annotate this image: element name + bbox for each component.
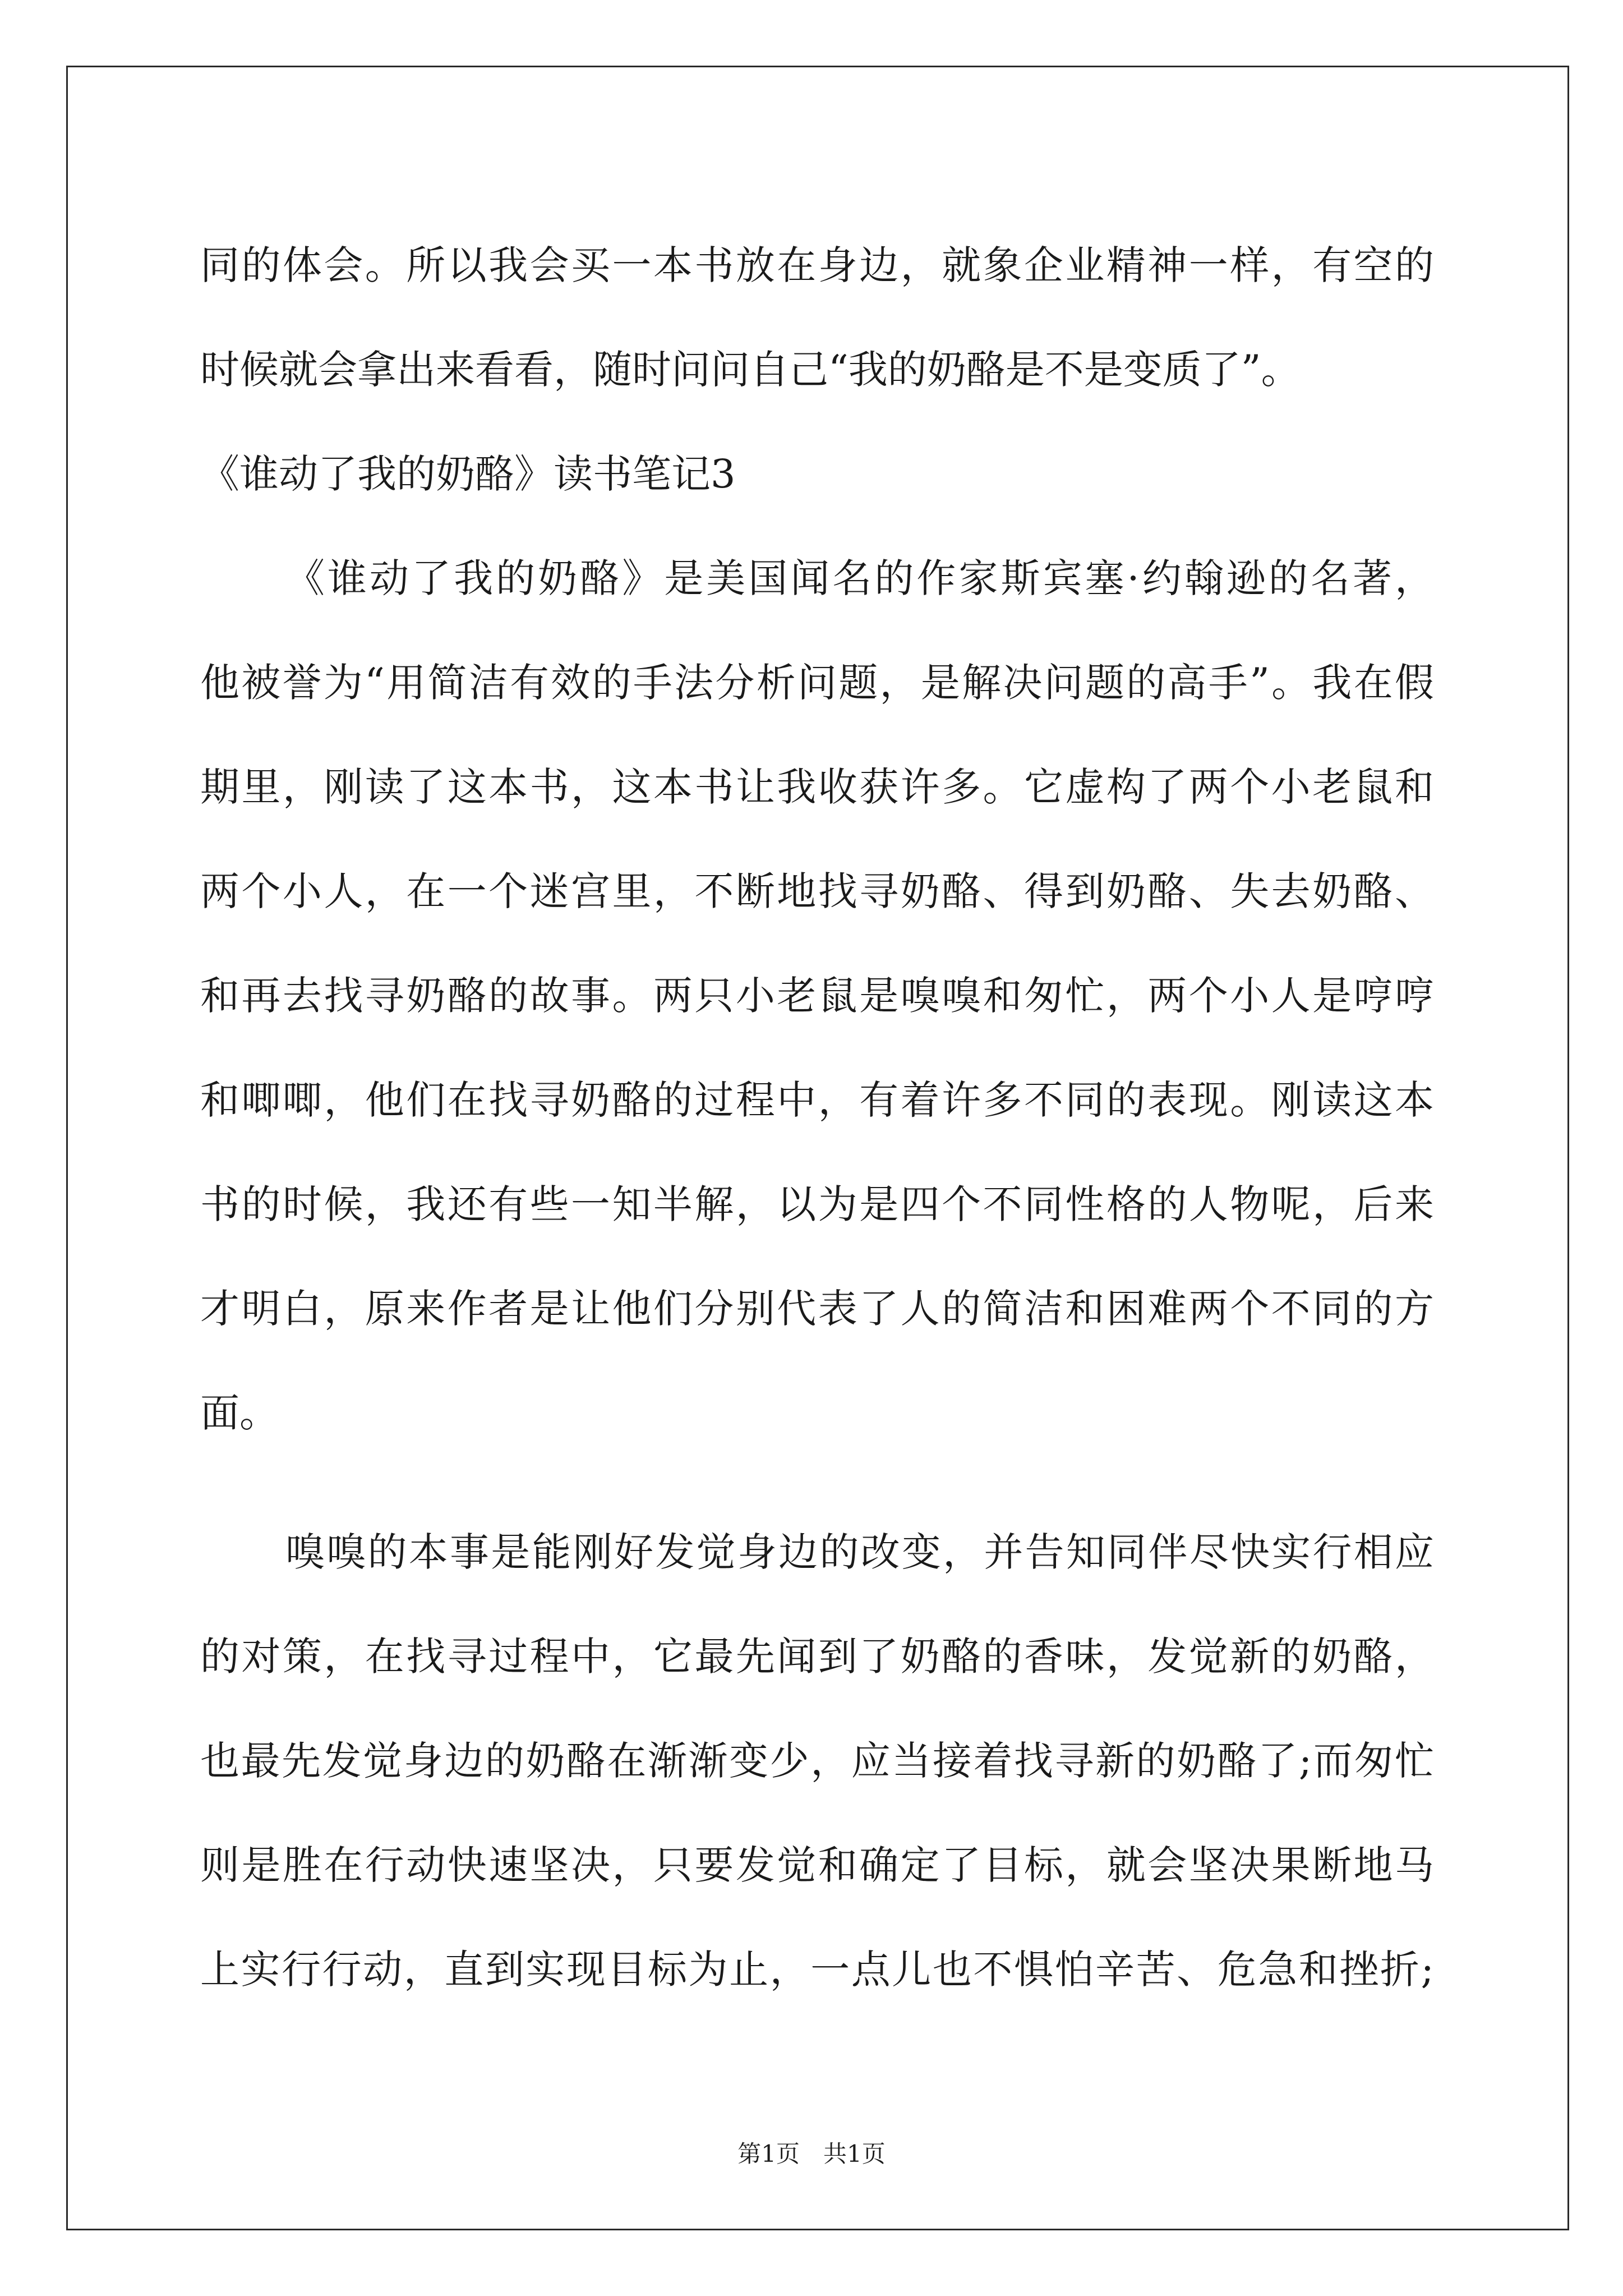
paragraph-line: 和再去找寻奶酪的故事。两只小老鼠是嗅嗅和匆忙，两个小人是哼哼: [200, 973, 1434, 1019]
paragraph-line: 才明白，原来作者是让他们分别代表了人的简洁和困难两个不同的方: [200, 1286, 1434, 1332]
paragraph-line: 面。: [200, 1390, 279, 1436]
paragraph-line: 两个小人，在一个迷宫里，不断地找寻奶酪、得到奶酪、失去奶酪、: [200, 868, 1434, 914]
paragraph-line: 书的时候，我还有些一知半解，以为是四个不同性格的人物呢，后来: [200, 1181, 1434, 1227]
paragraph-line: 嗅嗅的本事是能刚好发觉身边的改变，并告知同伴尽快实行相应: [285, 1529, 1434, 1575]
page-footer: 第1页 共1页: [737, 2140, 886, 2168]
paragraph-gap: [200, 1465, 1434, 1500]
document-body: [200, 213, 1434, 2022]
section-heading: 《谁动了我的奶酪》读书笔记3: [200, 451, 736, 497]
paragraph-line: 他被誉为“用简洁有效的手法分析问题，是解决问题的高手”。我在假: [200, 660, 1434, 706]
paragraph-line: 时候就会拿出来看看，随时问问自己“我的奶酪是不是变质了”。: [200, 347, 1301, 393]
paragraph-line: 《谁动了我的奶酪》是美国闻名的作家斯宾塞·约翰逊的名著，: [285, 555, 1434, 601]
paragraph-line: 的对策，在找寻过程中，它最先闻到了奶酪的香味，发觉新的奶酪，: [200, 1634, 1434, 1680]
paragraph-line: 也最先发觉身边的奶酪在渐渐变少，应当接着找寻新的奶酪了;而匆忙: [200, 1738, 1434, 1784]
paragraph-line: 同的体会。所以我会买一本书放在身边，就象企业精神一样，有空的: [200, 242, 1434, 288]
paragraph-line: 和唧唧，他们在找寻奶酪的过程中，有着许多不同的表现。刚读这本: [200, 1077, 1434, 1123]
paragraph-line: 则是胜在行动快速坚决，只要发觉和确定了目标，就会坚决果断地马: [200, 1842, 1434, 1888]
paragraph-line: 期里，刚读了这本书，这本书让我收获许多。它虚构了两个小老鼠和: [200, 764, 1434, 810]
paragraph-line: 上实行行动，直到实现目标为止，一点儿也不惧怕辛苦、危急和挫折;: [200, 1947, 1434, 1993]
